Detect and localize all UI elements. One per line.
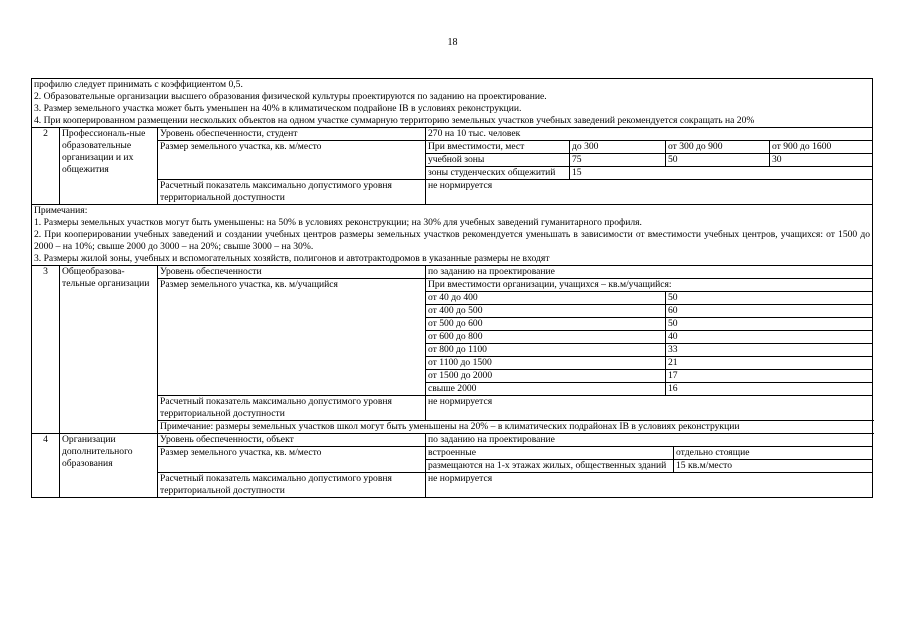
section4-access-label: Расчетный показатель максимально допустимого уровня территориальной доступности: [158, 473, 426, 498]
section3-range: от 600 до 800: [426, 331, 666, 344]
section4-row-types: [32, 447, 873, 460]
note-intro-line: профилю следует принимать с коэффициентом 0,5.: [34, 79, 243, 90]
note3-row: [32, 421, 873, 434]
section3-range: от 400 до 500: [426, 305, 666, 318]
page-number: 18: [447, 37, 458, 48]
section3-range-value: 50: [666, 318, 873, 331]
section4-area-label: Размер земельного участка, кв. м/место: [158, 447, 426, 473]
note2: [32, 205, 873, 266]
section3-range: от 1500 до 2000: [426, 370, 666, 383]
section3-access-value: не нормируется: [426, 396, 873, 421]
note2-row: [32, 205, 873, 266]
note2-line: 3. Размеры жилой зоны, учебных и вспомогательных хозяйств, полигонов и автотрактодромов в указанные размеры не входят: [34, 253, 550, 264]
section2-provision-label: Уровень обеспеченности, студент: [158, 128, 426, 141]
section3-access-label: Расчетный показатель максимально допустимого уровня территориальной доступности: [158, 396, 426, 421]
standards-table: [31, 78, 873, 498]
section3-provision-label: Уровень обеспеченности: [158, 266, 426, 279]
note-intro-row: [32, 79, 873, 128]
section3-range-value: 50: [666, 292, 873, 305]
section3-provision-value: по заданию на проектирование: [426, 266, 873, 279]
note2-line: 1. Размеры земельных участков могут быть уменьшены: на 50% в условиях реконструкции; на 30% для учебных заведений гуманитарного профиля.: [34, 217, 642, 228]
section2-provision-value: 270 на 10 тыс. человек: [426, 128, 873, 141]
section2-dorm-value: 15: [570, 167, 873, 180]
section2-zone-value: 30: [770, 154, 873, 167]
section3-range: свыше 2000: [426, 383, 666, 396]
section3-range: от 800 до 1100: [426, 344, 666, 357]
note2-line: Примечания:: [34, 205, 88, 216]
section4-number: 4: [32, 434, 60, 498]
note3: Примечание: размеры земельных участков школ могут быть уменьшены на 20% – в климатических подрайонах IB в условиях реконструкции: [158, 421, 873, 434]
section3-range: от 500 до 600: [426, 318, 666, 331]
section3-range-value: 17: [666, 370, 873, 383]
section4-standalone-label: отдельно стоящие: [674, 447, 873, 460]
section4-provision-label: Уровень обеспеченности, объект: [158, 434, 426, 447]
section3-row-cap-header: [32, 279, 873, 292]
section4-standalone-value: 15 кв.м/место: [674, 460, 873, 473]
section3-number: 3: [32, 266, 60, 434]
section2-zone-label: учебной зоны: [426, 154, 570, 167]
section3-range-value: 60: [666, 305, 873, 318]
section2-capacity-col: от 300 до 900: [666, 141, 770, 154]
note-intro: [32, 79, 873, 128]
section2-row-access: [32, 180, 873, 205]
note2-line: 2. При кооперировании учебных заведений и создании учебных центров размеры земельных участков рекомендуется уменьшать в зависимости от вместимости учебных центров, учащихся: от 1500 до 2000 – на 10%; свыше 2000 до 3000 – на 20%; свыше 3000 – на 30%.: [34, 229, 870, 252]
section2-zone-value: 75: [570, 154, 666, 167]
section2-zone-value: 50: [666, 154, 770, 167]
section3-range: от 1100 до 1500: [426, 357, 666, 370]
section2-access-label: Расчетный показатель максимально допустимого уровня территориальной доступности: [158, 180, 426, 205]
section4-name: Организации дополнительного образования: [60, 434, 158, 498]
section3-range-value: 33: [666, 344, 873, 357]
section2-area-label: Размер земельного участка, кв. м/место: [158, 141, 426, 180]
section2-dorm-label: зоны студенческих общежитий: [426, 167, 570, 180]
section4-built-in-value: размещаются на 1-х этажах жилых, общественных зданий: [426, 460, 674, 473]
section3-range-value: 21: [666, 357, 873, 370]
section2-capacity-col: до 300: [570, 141, 666, 154]
section2-capacity-label: При вместимости, мест: [426, 141, 570, 154]
section2-access-value: не нормируется: [426, 180, 873, 205]
section3-range: от 40 до 400: [426, 292, 666, 305]
section2-row-provision: [32, 128, 873, 141]
section2-row-capacity: [32, 141, 873, 154]
section2-number: 2: [32, 128, 60, 205]
section3-capacity-header: При вместимости организации, учащихся – кв.м/учащийся:: [426, 279, 873, 292]
note-intro-line: 3. Размер земельного участка может быть уменьшен на 40% в климатическом подрайоне IB в условиях реконструкции.: [34, 103, 522, 114]
section3-row-provision: [32, 266, 873, 279]
section3-row-access: [32, 396, 873, 421]
section2-capacity-col: от 900 до 1600: [770, 141, 873, 154]
section3-range-value: 40: [666, 331, 873, 344]
section3-name: Общеобразова-тельные организации: [60, 266, 158, 434]
section3-area-label: Размер земельного участка, кв. м/учащийся: [158, 279, 426, 396]
section4-row-provision: [32, 434, 873, 447]
section4-row-access: [32, 473, 873, 498]
note-intro-line: 2. Образовательные организации высшего образования физической культуры проектируются по заданию на проектирование.: [34, 91, 547, 102]
section4-built-in-label: встроенные: [426, 447, 674, 460]
section2-name: Профессиональ-ные образовательные организации и их общежития: [60, 128, 158, 205]
section4-access-value: не нормируется: [426, 473, 873, 498]
note-intro-line: 4. При кооперированном размещении нескольких объектов на одном участке суммарную территорию земельных участков учебных заведений рекомендуется сокращать на 20%: [34, 115, 755, 126]
section4-provision-value: по заданию на проектирование: [426, 434, 873, 447]
section3-range-value: 16: [666, 383, 873, 396]
